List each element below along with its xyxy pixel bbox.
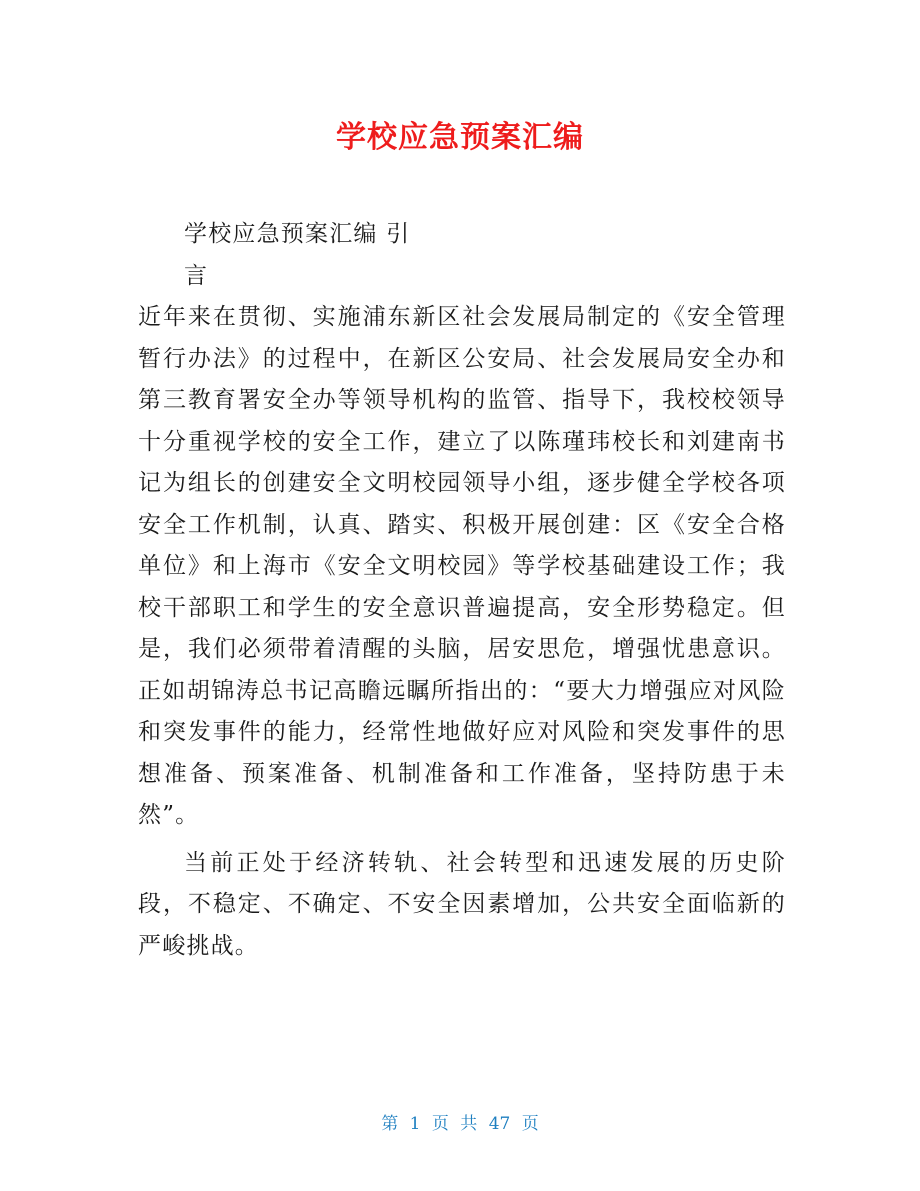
- paragraph-1: 近年来在贯彻、实施浦东新区社会发展局制定的《安全管理暂行办法》的过程中，在新区公安局、社会发展局安全办和第三教育署安全办等领导机构的监管、指导下，我校校领导十分重视学校的安全工作，建立了以陈瑾玮校长和刘建南书记为组长的创建安全文明校园领导小组，逐步健全学校各项安全工作机制，认真、踏实、积极开展创建：区《安全合格单位》和上海市《安全文明校园》等学校基础建设工作；我校干部职工和学生的安全意识普遍提高，安全形势稳定。但是，我们必须带着清醒的头脑，居安思危，增强忧患意识。正如胡锦涛总书记高瞻远瞩所指出的：“要大力增强应对风险和突发事件的能力，经常性地做好应对风险和突发事件的思想准备、预案准备、机制准备和工作准备，坚持防患于未然”。: [138, 304, 786, 828]
- intro-line-1: 学校应急预案汇编 引: [184, 221, 411, 247]
- document-body: [138, 214, 786, 967]
- page-number: 第 1 页 共 47 页: [381, 1114, 539, 1134]
- document-title: 学校应急预案汇编: [336, 120, 584, 155]
- intro-line-2: 言: [184, 262, 209, 289]
- paragraph-2: 当前正处于经济转轨、社会转型和迅速发展的历史阶段，不稳定、不确定、不安全因素增加，公共安全面临新的严峻挑战。: [138, 849, 786, 959]
